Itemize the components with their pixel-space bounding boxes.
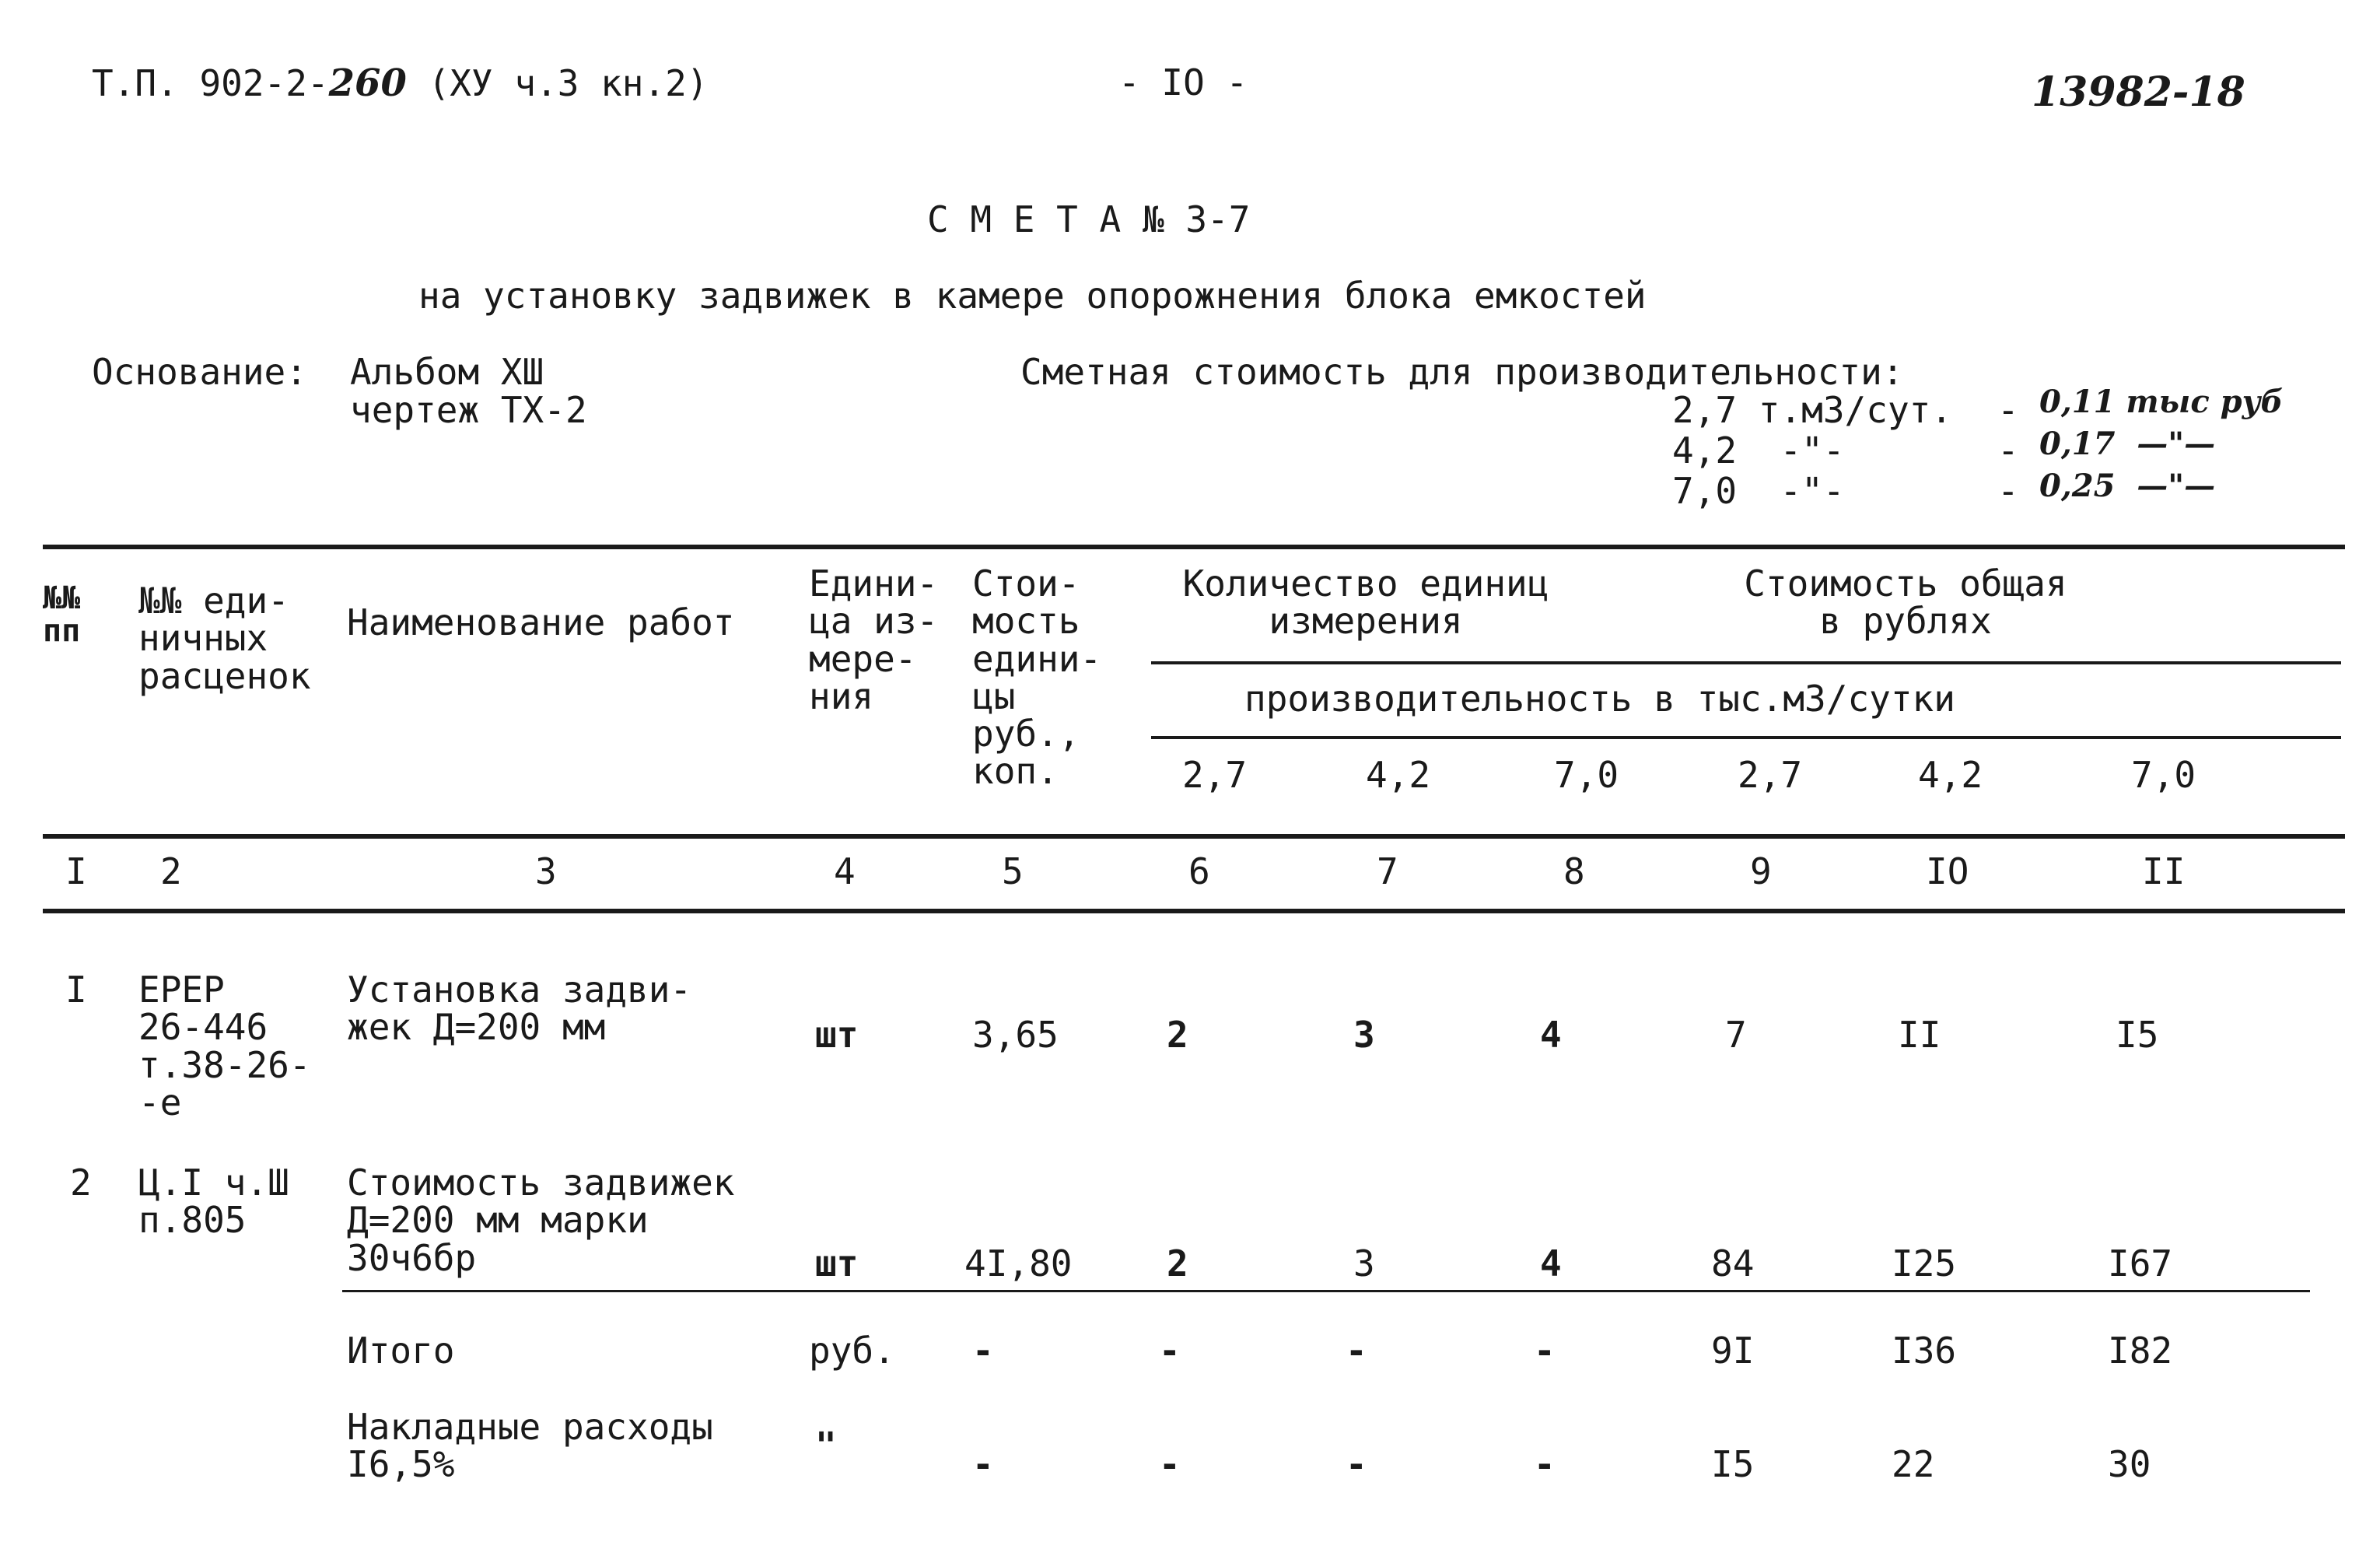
cost-4-2: II bbox=[1898, 1014, 1941, 1056]
header-group-rule bbox=[1151, 661, 2341, 664]
header-unit-rate-code: №№ еди- ничных расценок bbox=[138, 580, 311, 697]
header-capacity-span: производительность в тыс.м3/сутки bbox=[1244, 678, 1955, 720]
total-cost-7-0: I82 bbox=[2108, 1330, 2173, 1372]
total-qty-7-0: - bbox=[1534, 1330, 1556, 1372]
estimate-capacity-1: 2,7 т.м3/сут. bbox=[1672, 389, 1953, 431]
document-code bbox=[92, 61, 709, 105]
row-number: I bbox=[65, 969, 87, 1011]
col-number-3: 3 bbox=[535, 850, 557, 892]
header-cost-7-0: 7,0 bbox=[2131, 754, 2196, 796]
document-code-handwritten: 260 bbox=[328, 61, 407, 105]
cost-4-2: I25 bbox=[1892, 1242, 1957, 1284]
cost-7-0: I67 bbox=[2108, 1242, 2173, 1284]
header-qty-7-0: 7,0 bbox=[1554, 754, 1619, 796]
header-unit-price: Стои- мость едини- цы руб., коп. bbox=[972, 562, 1102, 793]
overhead-label: Накладные расходы I6,5% bbox=[347, 1406, 713, 1486]
unit: шт bbox=[815, 1014, 859, 1056]
col-number-11: II bbox=[2142, 850, 2186, 892]
header-qty-2-7: 2,7 bbox=[1182, 754, 1248, 796]
overhead-qty-4-2: - bbox=[1346, 1443, 1367, 1485]
header-row-number: №№ пп bbox=[43, 580, 81, 649]
qty-7-0: 4 bbox=[1540, 1014, 1562, 1056]
work-name: Стоимость задвижек Д=200 мм марки 30ч6бр bbox=[347, 1162, 735, 1279]
cost-7-0: I5 bbox=[2116, 1014, 2159, 1056]
unit-price: 4I,80 bbox=[964, 1242, 1073, 1284]
unit-rate-code: ЕРЕР 26-446 т.38-26- -е bbox=[138, 969, 311, 1123]
col-number-6: 6 bbox=[1188, 850, 1210, 892]
column-numbers-rule bbox=[43, 909, 2345, 913]
header-cost-2-7: 2,7 bbox=[1738, 754, 1803, 796]
col-number-8: 8 bbox=[1563, 850, 1585, 892]
unit-rate-code: Ц.I ч.Ш п.805 bbox=[138, 1162, 289, 1242]
col-number-2: 2 bbox=[160, 850, 182, 892]
col-number-10: IO bbox=[1926, 850, 1969, 892]
total-qty-2-7: - bbox=[1159, 1330, 1181, 1372]
row-number: 2 bbox=[70, 1162, 92, 1204]
col-number-4: 4 bbox=[834, 850, 856, 892]
overhead-unit: " bbox=[815, 1425, 837, 1467]
estimate-dash-3: - bbox=[1997, 470, 2019, 512]
estimate-value-2: 0,17 —"— bbox=[2039, 426, 2216, 462]
total-cost-2-7: 9I bbox=[1711, 1330, 1755, 1372]
totals-rule bbox=[342, 1290, 2310, 1292]
estimate-dash-2: - bbox=[1997, 429, 2019, 471]
header-quantity-group: Количество единиц измерения bbox=[1182, 562, 1549, 643]
estimate-capacity-3: 7,0 -"- bbox=[1672, 470, 1845, 512]
header-bottom-rule bbox=[43, 834, 2345, 839]
document-id-handwritten: 13982-18 bbox=[2032, 68, 2245, 116]
col-number-1: I bbox=[65, 850, 87, 892]
header-cost-group: Стоимость общая в рублях bbox=[1744, 562, 2067, 643]
estimate-value-1: 0,11 тыс руб bbox=[2039, 384, 2284, 420]
overhead-qty-7-0: - bbox=[1534, 1443, 1556, 1485]
page-number: - IO - bbox=[1118, 61, 1248, 103]
estimate-title: С М Е Т А № 3-7 bbox=[927, 198, 1251, 240]
qty-4-2: 3 bbox=[1353, 1014, 1375, 1056]
overhead-qty-2-7: - bbox=[1159, 1443, 1181, 1485]
cost-2-7: 84 bbox=[1711, 1242, 1755, 1284]
col-number-5: 5 bbox=[1002, 850, 1024, 892]
document-code-prefix: Т.П. 902-2- bbox=[92, 62, 329, 104]
document-code-suffix: (ХУ ч.3 кн.2) bbox=[428, 62, 709, 104]
estimate-capacity-2: 4,2 -"- bbox=[1672, 429, 1845, 471]
header-capacity-rule bbox=[1151, 736, 2341, 739]
qty-2-7: 2 bbox=[1167, 1014, 1188, 1056]
total-qty-4-2: - bbox=[1346, 1330, 1367, 1372]
overhead-cost-7-0: 30 bbox=[2108, 1443, 2151, 1485]
col-number-7: 7 bbox=[1377, 850, 1398, 892]
qty-4-2: 3 bbox=[1353, 1242, 1375, 1284]
overhead-cost-4-2: 22 bbox=[1892, 1443, 1935, 1485]
overhead-cost-2-7: I5 bbox=[1711, 1443, 1755, 1485]
unit-price: 3,65 bbox=[972, 1014, 1059, 1056]
header-work-name: Наименование работ bbox=[347, 601, 735, 643]
work-name: Установка задви- жек Д=200 мм bbox=[347, 969, 692, 1049]
qty-7-0: 4 bbox=[1540, 1242, 1562, 1284]
estimate-cost-heading: Сметная стоимость для производительности: bbox=[1020, 351, 1904, 393]
basis-line-2: чертеж ТХ-2 bbox=[350, 389, 587, 431]
overhead-price: - bbox=[972, 1443, 994, 1485]
table-top-rule bbox=[43, 545, 2345, 549]
estimate-subtitle: на установку задвижек в камере опорожнения блока емкостей bbox=[418, 275, 1647, 317]
basis-label: Основание: bbox=[92, 351, 307, 393]
unit: шт bbox=[815, 1242, 859, 1284]
total-price: - bbox=[972, 1330, 994, 1372]
header-cost-4-2: 4,2 bbox=[1918, 754, 1983, 796]
col-number-9: 9 bbox=[1750, 850, 1772, 892]
header-unit: Едини- ца из- мере- ния bbox=[809, 562, 939, 717]
qty-2-7: 2 bbox=[1167, 1242, 1188, 1284]
cost-2-7: 7 bbox=[1725, 1014, 1747, 1056]
basis-line-1: Альбом XШ bbox=[350, 351, 544, 393]
total-label: Итого bbox=[347, 1330, 455, 1372]
estimate-dash-1: - bbox=[1997, 389, 2019, 431]
total-cost-4-2: I36 bbox=[1892, 1330, 1957, 1372]
estimate-value-3: 0,25 —"— bbox=[2039, 468, 2216, 504]
header-qty-4-2: 4,2 bbox=[1366, 754, 1431, 796]
total-unit: руб. bbox=[809, 1330, 895, 1372]
